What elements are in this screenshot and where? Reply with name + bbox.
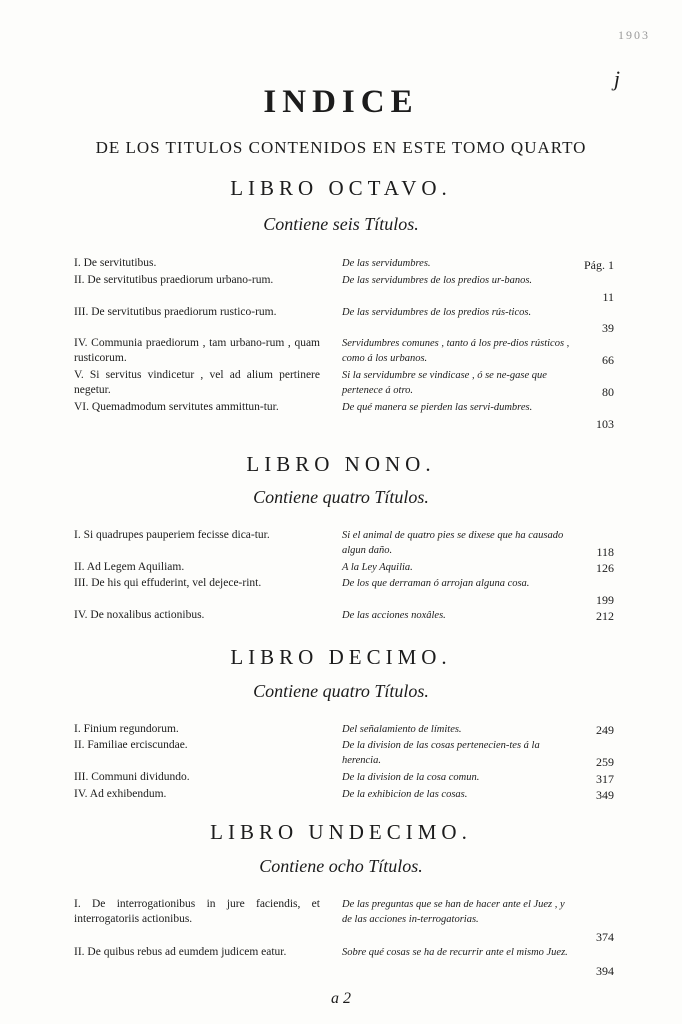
latin-title: II. De quibus rebus ad eumdem judicem eatur.	[74, 946, 287, 958]
book-title: LIBRO NONO.	[246, 452, 436, 476]
book-contains: Contiene quatro Títulos.	[253, 681, 429, 701]
book-contains: Contiene quatro Títulos.	[253, 487, 429, 507]
page-title: INDICE	[263, 84, 419, 120]
corner-pencil-mark: 1903	[618, 28, 650, 42]
latin-title: I. Si quadrupes pauperiem fecisse dica-tur.	[74, 529, 270, 541]
page-number: 103	[596, 417, 614, 431]
index-entry	[74, 608, 614, 624]
spanish-title: Servidumbres comunes , tanto á los pre-dios rústicos , como á los urbanos.	[342, 338, 570, 364]
latin-title: I. De servitutibus.	[74, 257, 157, 269]
page-number: 118	[596, 545, 614, 559]
spanish-title: De la division de las cosas pertenecien-tes á la herencia.	[342, 740, 540, 766]
spanish-title: De la exhibicion de las cosas.	[342, 789, 468, 800]
latin-title: VI. Quemadmodum servitutes ammittun-tur.	[74, 401, 279, 413]
book-title: LIBRO UNDECIMO.	[210, 820, 472, 844]
latin-title: III. Communi dividundo.	[74, 771, 190, 783]
book-entries	[74, 897, 614, 979]
book-title: LIBRO DECIMO.	[230, 645, 452, 669]
spanish-title: De las servidumbres de los predios rús-ticos.	[342, 307, 532, 318]
book-contains: Contiene seis Títulos.	[263, 214, 419, 234]
latin-title: IV. Ad exhibendum.	[74, 788, 167, 800]
spanish-title: Si la servidumbre se vindicase , ó se ne-gase que pertenece á otro.	[342, 370, 547, 396]
latin-title: IV. Communia praediorum , tam urbano-rum , quam rusticorum.	[74, 337, 320, 364]
page-number: 80	[602, 385, 614, 399]
spanish-title: Sobre qué cosas se ha de recurrir ante el mismo Juez.	[342, 947, 568, 958]
book-title: LIBRO OCTAVO.	[230, 176, 452, 200]
index-entry	[74, 560, 614, 576]
page-number: 259	[596, 755, 614, 769]
book-entries	[74, 256, 614, 432]
book-entries	[74, 528, 614, 624]
spanish-title: De los que derraman ó arrojan alguna cosa.	[342, 578, 530, 589]
index-entry	[74, 576, 614, 608]
page-number: 374	[596, 930, 614, 944]
spanish-title: De las preguntas que se han de hacer ante el Juez , y de las acciones in-terrogatorias.	[342, 899, 565, 925]
spanish-title: De la division de la cosa comun.	[342, 772, 480, 783]
page-number: 212	[596, 609, 614, 623]
book-entries	[74, 722, 614, 803]
index-entry	[74, 897, 614, 945]
index-entry	[74, 738, 614, 770]
spanish-title: Del señalamiento de límites.	[342, 724, 462, 735]
index-entry	[74, 770, 614, 787]
latin-title: III. De servitutibus praediorum rustico-rum.	[74, 306, 277, 318]
page-number: Pág. 1	[584, 258, 614, 272]
index-entry	[74, 256, 614, 273]
index-entry	[74, 945, 614, 979]
spanish-title: Si el animal de quatro pies se dixese que ha causado algun daño.	[342, 530, 564, 556]
spanish-title: De las servidumbres de los predios ur-banos.	[342, 275, 533, 286]
book-contains: Contiene ocho Títulos.	[259, 856, 423, 876]
spanish-title: De las acciones noxâles.	[342, 610, 446, 621]
index-entry	[74, 528, 614, 560]
latin-title: I. De interrogationibus in jure faciendis, et interrogatoriis actionibus.	[74, 898, 320, 925]
page-subtitle: DE LOS TITULOS CONTENIDOS EN ESTE TOMO QUARTO	[95, 138, 587, 157]
latin-title: V. Si servitus vindicetur , vel ad alium pertinere negetur.	[74, 369, 320, 396]
index-entry	[74, 722, 614, 738]
page-number: 249	[596, 723, 614, 737]
page-number: 11	[602, 290, 614, 304]
page-number: 349	[596, 788, 614, 802]
page-number: 126	[596, 561, 614, 575]
index-entry	[74, 368, 614, 400]
latin-title: IV. De noxalibus actionibus.	[74, 609, 205, 621]
index-entry	[74, 273, 614, 305]
spanish-title: A la Ley Aquilia.	[342, 562, 413, 573]
signature-mark: a 2	[331, 990, 351, 1007]
index-entry	[74, 336, 614, 368]
page-number: 66	[602, 353, 614, 367]
page-number: 394	[596, 964, 614, 978]
latin-title: II. Ad Legem Aquiliam.	[74, 561, 185, 573]
spanish-title: De las servidumbres.	[342, 258, 431, 269]
page-number: 39	[602, 321, 614, 335]
index-entry	[74, 305, 614, 336]
latin-title: I. Finium regundorum.	[74, 723, 179, 735]
spanish-title: De qué manera se pierden las servi-dumbres.	[342, 402, 533, 413]
latin-title: II. Familiae erciscundae.	[74, 739, 188, 751]
latin-title: II. De servitutibus praediorum urbano-rum.	[74, 274, 274, 286]
index-entry	[74, 400, 614, 432]
page-number: 317	[596, 772, 614, 786]
page-number: 199	[596, 593, 614, 607]
latin-title: III. De his qui effuderint, vel dejece-rint.	[74, 577, 262, 589]
folio-mark: j	[613, 66, 620, 91]
index-entry	[74, 787, 614, 803]
